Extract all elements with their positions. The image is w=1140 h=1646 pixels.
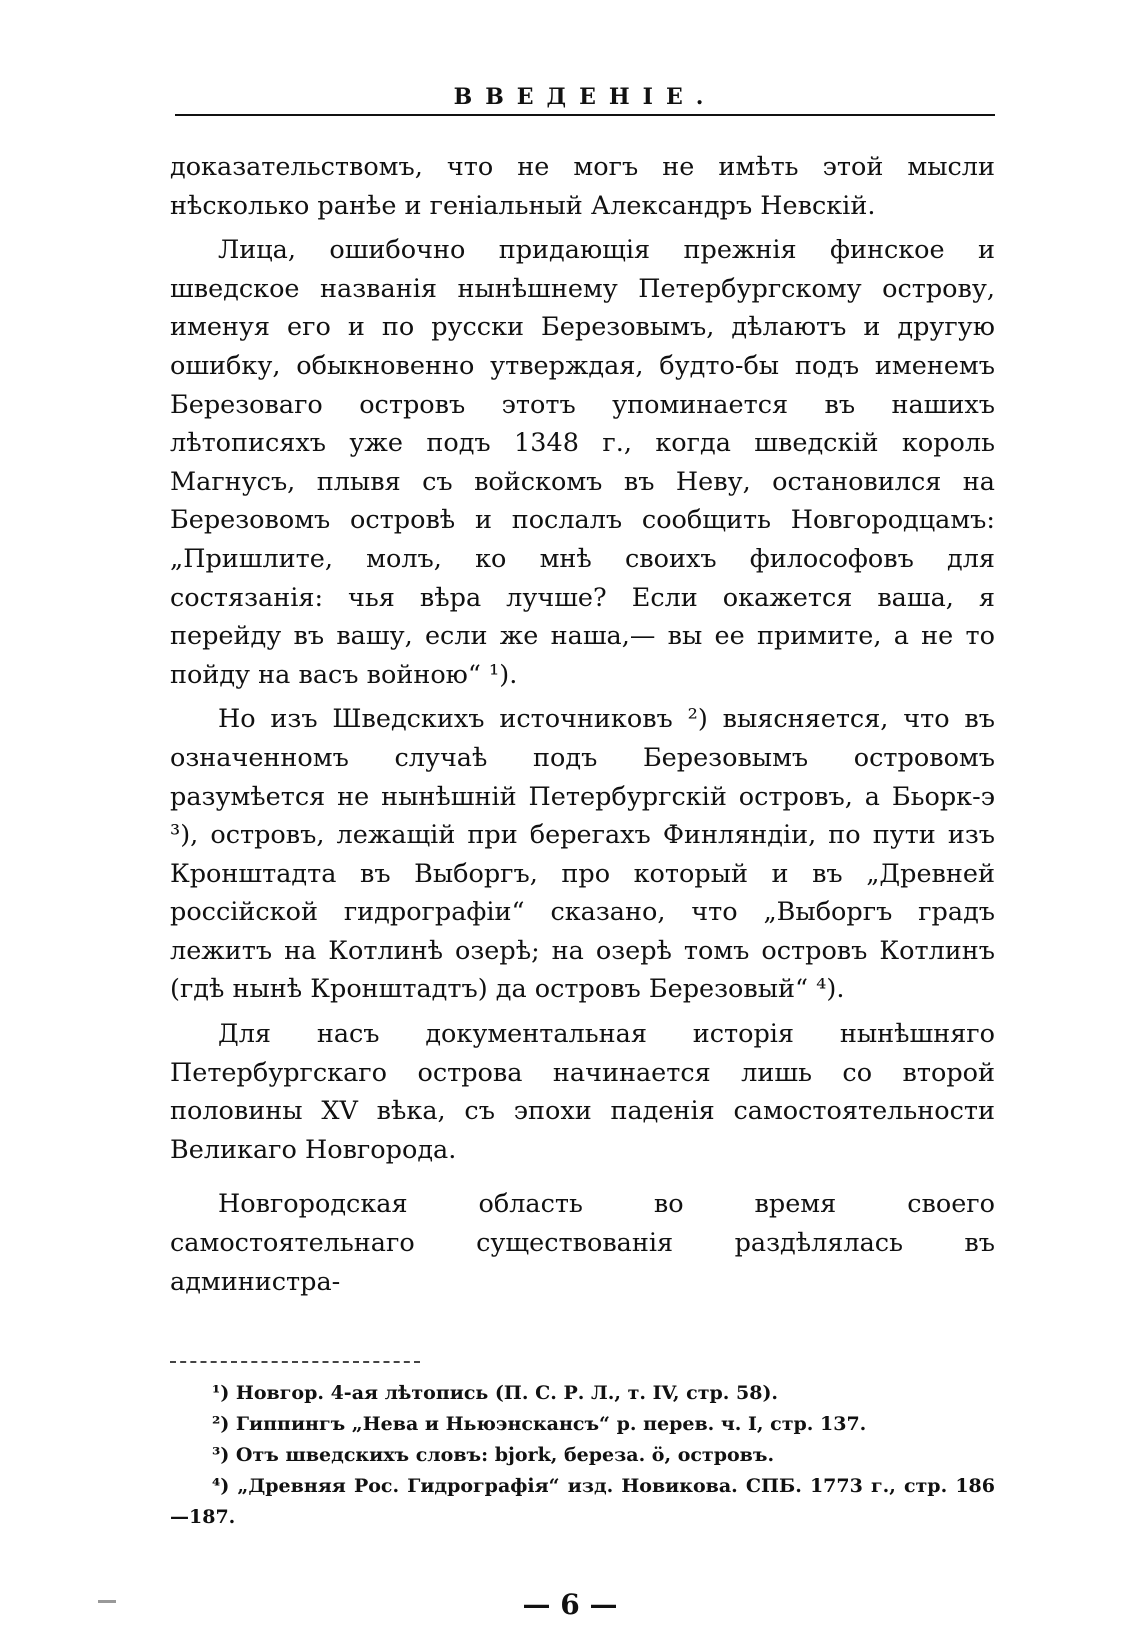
footnote: ¹) Новгор. 4-ая лѣтопись (П. С. Р. Л., т. IV, стр. 58).: [212, 1382, 779, 1404]
body-text: [170, 148, 995, 1301]
running-head: ВВЕДЕНIЕ.: [453, 84, 717, 110]
paragraph-continuation: доказательствомъ, что не могъ не имѣть этой мысли нѣсколько ранѣе и геніальный Александръ Невскій.: [170, 152, 995, 221]
page-number: — 6 —: [522, 1588, 618, 1621]
header-rule: [175, 114, 995, 116]
paragraph: Но изъ Шведскихъ источниковъ ²) выясняется, что въ означенномъ случаѣ подъ Березовымъ островомъ разумѣется не нынѣшній Петербургскій островъ, а Бьорк-э ³), островъ, лежащій при берегахъ Финляндіи, по пути изъ Кронштадта въ Выборгъ, про который и въ „Древней россійской гидрографіи“ сказано, что „Выборгъ градъ лежитъ на Котлинѣ озерѣ; на озерѣ томъ островъ Котлинъ (гдѣ нынѣ Кронштадтъ) да островъ Березовый“ ⁴).: [170, 704, 995, 1005]
footnote: ²) Гиппингъ „Нева и Ньюэнскансъ“ р. перев. ч. I, стр. 137.: [212, 1413, 867, 1435]
paragraph: Для насъ документальная исторія нынѣшняго Петербургскаго острова начинается лишь со второй половины XV вѣка, съ эпохи паденія самостоятельности Великаго Новгорода.: [170, 1019, 995, 1165]
footnote-separator: [170, 1361, 420, 1363]
footnote: ³) Отъ шведскихъ словъ: bjork, береза. ö, островъ.: [212, 1444, 775, 1466]
footnotes: [170, 1378, 995, 1533]
footnote: ⁴) „Древняя Рос. Гидрографія“ изд. Новикова. СПБ. 1773 г., стр. 186—187.: [170, 1475, 995, 1528]
paragraph: Новгородская область во время своего самостоятельнаго существованія раздѣлялась въ администра-: [170, 1189, 995, 1297]
paragraph: Лица, ошибочно придающія прежнія финское и шведское названія нынѣшнему Петербургскому острову, именуя его и по русски Березовымъ, дѣлаютъ и другую ошибку, обыкновенно утверждая, будто-бы подъ именемъ Березоваго островъ этотъ упоминается въ нашихъ лѣтописяхъ уже подъ 1348 г., когда шведскій король Магнусъ, плывя съ войскомъ въ Неву, остановился на Березовомъ островѣ и послалъ сообщить Новгородцамъ: „Пришлите, молъ, ко мнѣ своихъ философовъ для состязанія: чья вѣра лучше? Если окажется ваша, я перейду въ вашу, если же наша,— вы ее примите, а не то пойду на васъ войною“ ¹).: [170, 235, 995, 690]
